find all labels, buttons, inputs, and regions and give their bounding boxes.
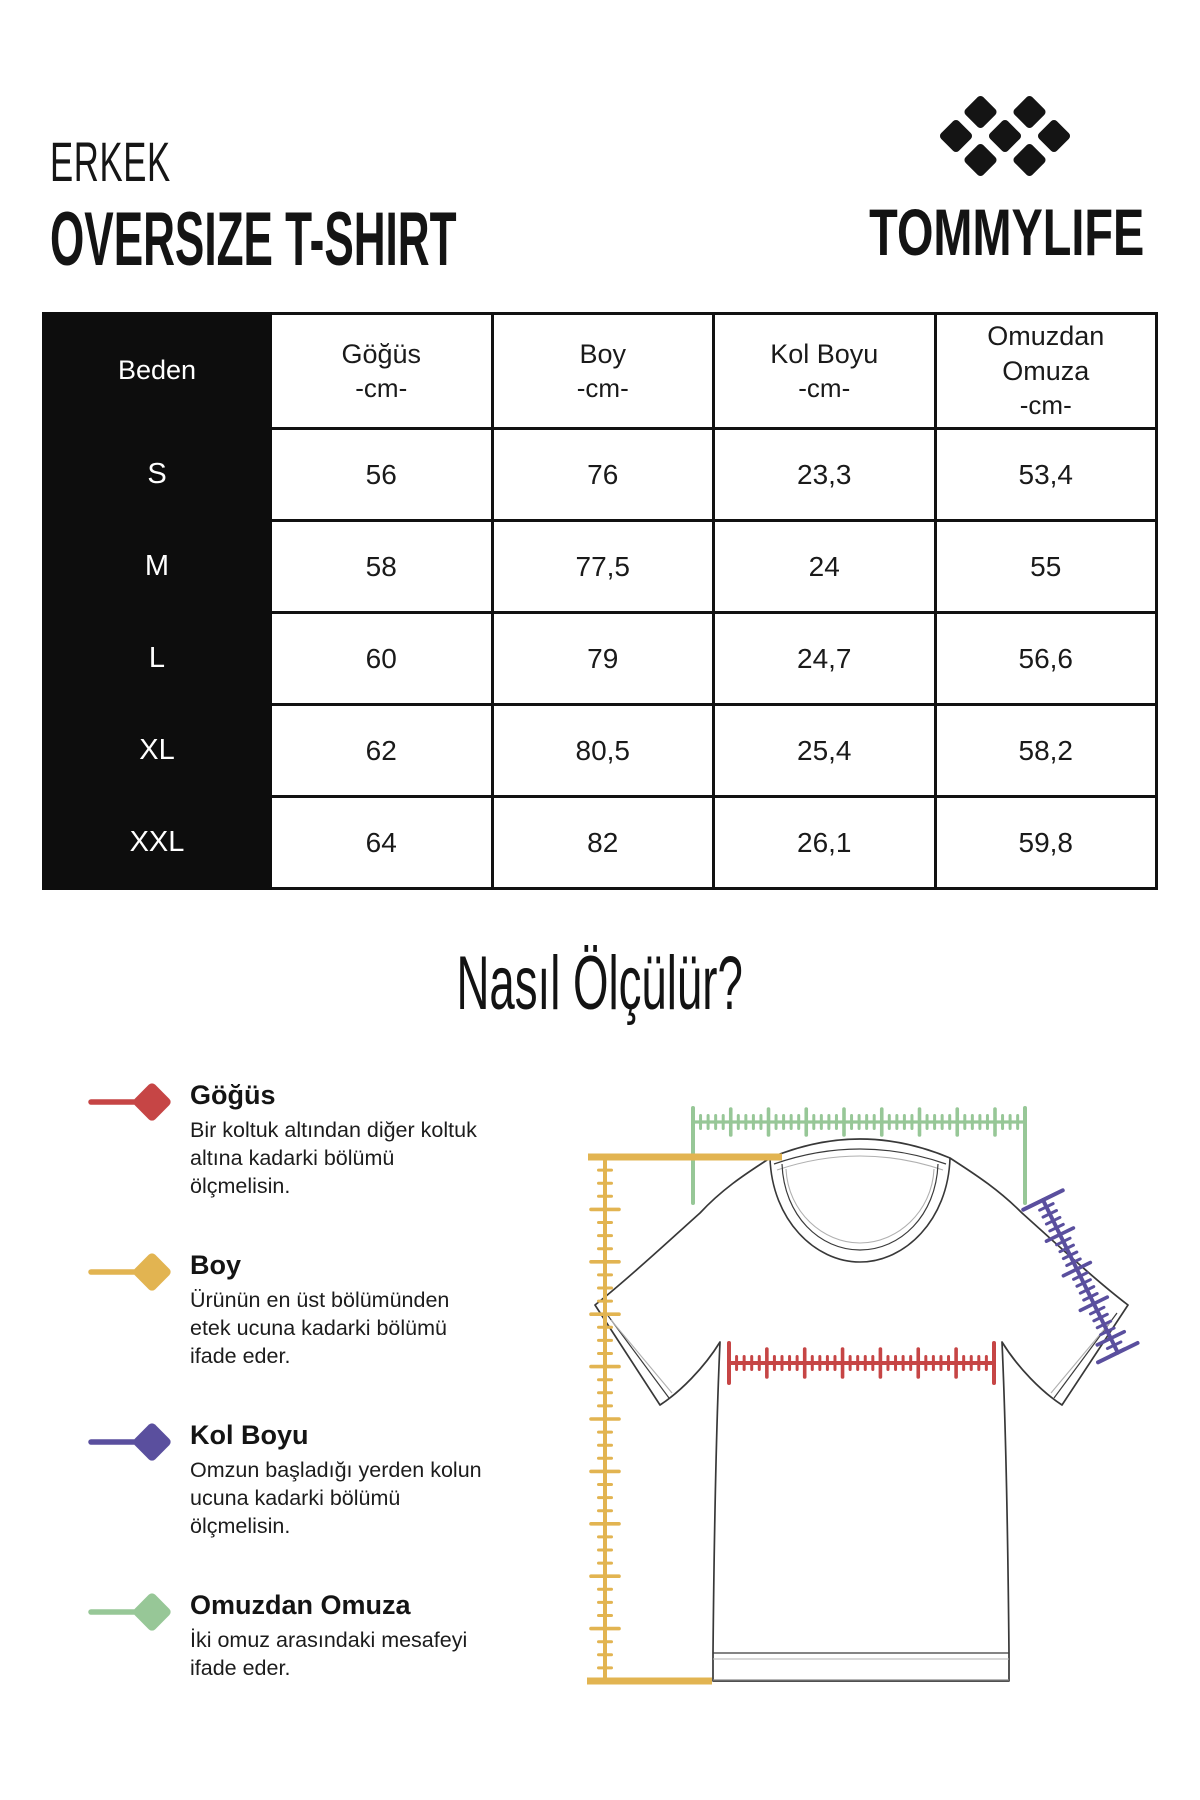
cell-length: 80,5 [492, 705, 714, 797]
cell-length: 76 [492, 429, 714, 521]
legend-item-boy [88, 1250, 528, 1371]
shoulder-diamond-icon [88, 1582, 176, 1642]
brand-block [866, 85, 1148, 269]
cell-sleeve: 23,3 [714, 429, 936, 521]
cell-chest: 60 [271, 613, 493, 705]
length-diamond-icon [88, 1242, 176, 1302]
table-row [44, 521, 1157, 613]
legend-item-omuzdan-omuza [88, 1590, 528, 1683]
cell-sleeve: 25,4 [714, 705, 936, 797]
cell-length: 79 [492, 613, 714, 705]
cell-sleeve: 24,7 [714, 613, 936, 705]
legend-description: İki omuz arasındaki mesafeyi ifade eder. [190, 1627, 468, 1680]
legend-name: Kol Boyu [190, 1419, 309, 1450]
size-label: L [44, 613, 271, 705]
table-row [44, 797, 1157, 889]
table-row [44, 613, 1157, 705]
category-title: ERKEK [50, 130, 171, 193]
legend-item-kol-boyu [88, 1420, 528, 1541]
cell-length: 82 [492, 797, 714, 889]
size-label: XXL [44, 797, 271, 889]
length-ruler [591, 1157, 619, 1681]
tshirt-measurement-diagram [520, 1080, 1160, 1720]
cell-shoulder: 58,2 [935, 705, 1157, 797]
how-to-measure-title: Nasıl Ölçülür? [456, 941, 744, 1026]
tommylife-diamonds-logo-icon [932, 85, 1082, 197]
legend-description: Omzun başladığı yerden kolun ucuna kadarki bölümü ölçmelisin. [190, 1457, 482, 1538]
cell-chest: 64 [271, 797, 493, 889]
sleeve-diamond-icon [88, 1412, 176, 1472]
legend-name: Boy [190, 1249, 242, 1280]
col-header-gogus: Göğüs -cm- [271, 314, 493, 429]
chest-diamond-icon [88, 1072, 176, 1132]
size-label: S [44, 429, 271, 521]
tshirt-drawing [595, 1139, 1128, 1681]
size-table-header-row [44, 314, 1157, 429]
product-title: OVERSIZE T-SHIRT [50, 197, 457, 282]
cell-shoulder: 53,4 [935, 429, 1157, 521]
cell-sleeve: 26,1 [714, 797, 936, 889]
col-header-omuzdan-omuza: Omuzdan Omuza -cm- [935, 314, 1157, 429]
cell-shoulder: 56,6 [935, 613, 1157, 705]
cell-chest: 62 [271, 705, 493, 797]
size-table [42, 312, 1158, 890]
cell-chest: 56 [271, 429, 493, 521]
col-header-boy: Boy -cm- [492, 314, 714, 429]
cell-shoulder: 59,8 [935, 797, 1157, 889]
legend-description: Bir koltuk altından diğer koltuk altına kadarki bölümü ölçmelisin. [190, 1118, 477, 1198]
product-title-block [50, 130, 751, 282]
legend-name: Omuzdan Omuza [190, 1589, 411, 1620]
brand-wordmark: TOMMYLIFE [869, 195, 1145, 269]
cell-shoulder: 55 [935, 521, 1157, 613]
size-label: XL [44, 705, 271, 797]
cell-length: 77,5 [492, 521, 714, 613]
col-header-beden: Beden [44, 314, 271, 429]
legend-name: Göğüs [190, 1080, 276, 1110]
cell-sleeve: 24 [714, 521, 936, 613]
legend-description: Ürünün en üst bölümünden etek ucuna kadarki bölümü ifade eder. [190, 1287, 450, 1368]
legend-item-gogus [88, 1080, 528, 1201]
table-row [44, 429, 1157, 521]
cell-chest: 58 [271, 521, 493, 613]
table-row [44, 705, 1157, 797]
measurement-legend [88, 1080, 528, 1732]
size-label: M [44, 521, 271, 613]
col-header-kol-boyu: Kol Boyu -cm- [714, 314, 936, 429]
